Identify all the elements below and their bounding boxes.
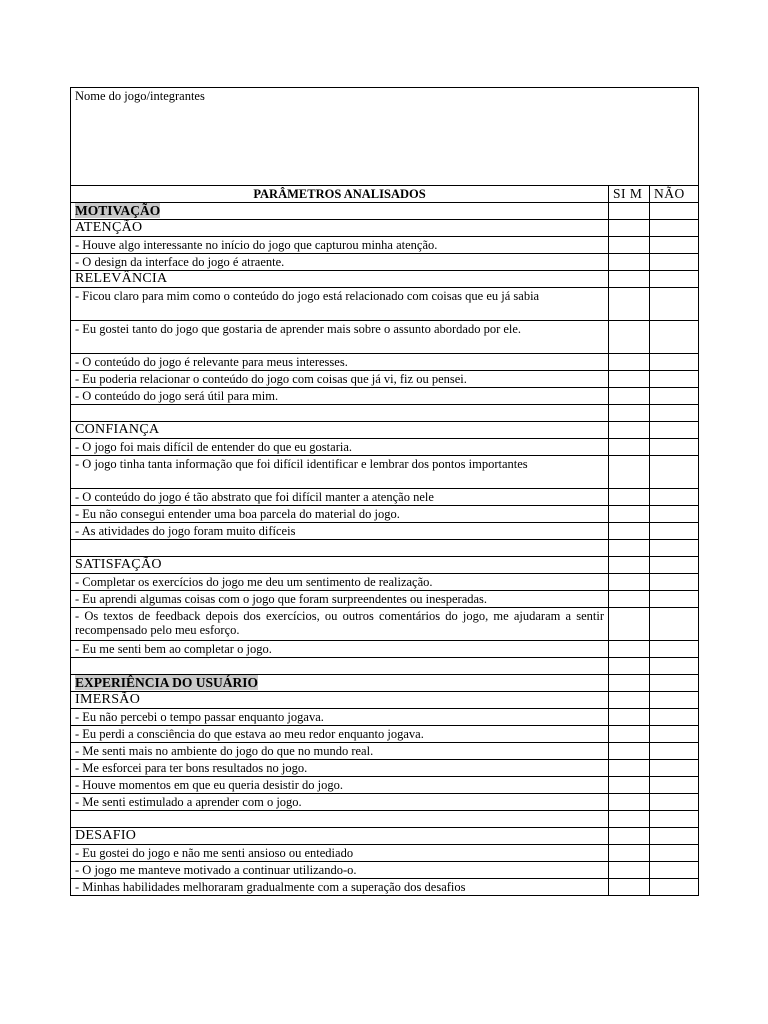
question-text: - Minhas habilidades melhoraram gradualmente com a superação dos desafios: [71, 879, 609, 896]
no-checkbox-cell: [650, 203, 699, 220]
empty-cell: [71, 658, 609, 675]
no-checkbox-cell[interactable]: [650, 354, 699, 371]
section-row: [71, 203, 699, 220]
question-text: - O conteúdo do jogo será útil para mim.: [71, 388, 609, 405]
question-row: [71, 777, 699, 794]
yes-checkbox-cell[interactable]: [609, 760, 650, 777]
section-title-cell: [71, 675, 609, 692]
game-name-row: [71, 88, 699, 186]
question-row: [71, 388, 699, 405]
no-checkbox-cell[interactable]: [650, 254, 699, 271]
question-row: [71, 641, 699, 658]
yes-checkbox-cell[interactable]: [609, 506, 650, 523]
no-header: NÃO: [650, 186, 699, 203]
game-name-cell[interactable]: [71, 88, 699, 186]
yes-checkbox-cell[interactable]: [609, 321, 650, 354]
no-checkbox-cell[interactable]: [650, 794, 699, 811]
question-row: [71, 794, 699, 811]
no-checkbox-cell[interactable]: [650, 456, 699, 489]
yes-checkbox-cell: [609, 220, 650, 237]
subsection-title: IMERSÃO: [71, 692, 609, 709]
yes-checkbox-cell: [609, 811, 650, 828]
yes-checkbox-cell[interactable]: [609, 794, 650, 811]
form-body: [71, 88, 699, 896]
game-name-label: Nome do jogo/integrantes: [75, 89, 205, 103]
question-text: - Eu não percebi o tempo passar enquanto jogava.: [71, 709, 609, 726]
question-row: [71, 760, 699, 777]
no-checkbox-cell[interactable]: [650, 845, 699, 862]
question-text: - Eu poderia relacionar o conteúdo do jogo com coisas que já vi, fiz ou pensei.: [71, 371, 609, 388]
no-checkbox-cell[interactable]: [650, 777, 699, 794]
empty-cell: [71, 811, 609, 828]
no-checkbox-cell: [650, 675, 699, 692]
no-checkbox-cell: [650, 405, 699, 422]
yes-checkbox-cell[interactable]: [609, 845, 650, 862]
no-checkbox-cell[interactable]: [650, 591, 699, 608]
yes-checkbox-cell: [609, 658, 650, 675]
no-checkbox-cell: [650, 220, 699, 237]
yes-checkbox-cell: [609, 692, 650, 709]
yes-checkbox-cell[interactable]: [609, 237, 650, 254]
yes-checkbox-cell[interactable]: [609, 456, 650, 489]
question-row: [71, 743, 699, 760]
question-text: - Eu gostei tanto do jogo que gostaria de aprender mais sobre o assunto abordado por ele.: [71, 321, 609, 354]
no-checkbox-cell[interactable]: [650, 388, 699, 405]
yes-checkbox-cell: [609, 405, 650, 422]
yes-checkbox-cell[interactable]: [609, 439, 650, 456]
yes-checkbox-cell[interactable]: [609, 354, 650, 371]
yes-checkbox-cell[interactable]: [609, 254, 650, 271]
yes-checkbox-cell[interactable]: [609, 608, 650, 641]
no-checkbox-cell[interactable]: [650, 574, 699, 591]
no-checkbox-cell[interactable]: [650, 489, 699, 506]
no-checkbox-cell[interactable]: [650, 321, 699, 354]
empty-cell: [71, 540, 609, 557]
question-row: [71, 254, 699, 271]
yes-checkbox-cell[interactable]: [609, 726, 650, 743]
empty-row: [71, 405, 699, 422]
question-row: [71, 371, 699, 388]
question-text: - Eu me senti bem ao completar o jogo.: [71, 641, 609, 658]
question-text: - Houve algo interessante no início do jogo que capturou minha atenção.: [71, 237, 609, 254]
yes-checkbox-cell: [609, 828, 650, 845]
subsection-row: [71, 220, 699, 237]
question-row: [71, 709, 699, 726]
section-row: [71, 675, 699, 692]
no-checkbox-cell: [650, 540, 699, 557]
yes-checkbox-cell[interactable]: [609, 862, 650, 879]
no-checkbox-cell[interactable]: [650, 862, 699, 879]
question-row: [71, 862, 699, 879]
no-checkbox-cell[interactable]: [650, 760, 699, 777]
question-text: - Eu não consegui entender uma boa parcela do material do jogo.: [71, 506, 609, 523]
question-row: [71, 506, 699, 523]
yes-checkbox-cell[interactable]: [609, 641, 650, 658]
evaluation-form-table: [70, 87, 699, 896]
no-checkbox-cell[interactable]: [650, 506, 699, 523]
question-row: [71, 288, 699, 321]
no-checkbox-cell[interactable]: [650, 743, 699, 760]
question-row: [71, 879, 699, 896]
no-checkbox-cell: [650, 658, 699, 675]
subsection-title: SATISFAÇÃO: [71, 557, 609, 574]
no-checkbox-cell[interactable]: [650, 523, 699, 540]
yes-checkbox-cell: [609, 422, 650, 439]
no-checkbox-cell[interactable]: [650, 879, 699, 896]
question-text: - Ficou claro para mim como o conteúdo do jogo está relacionado com coisas que eu já sabia: [71, 288, 609, 321]
yes-checkbox-cell: [609, 271, 650, 288]
question-text: - Os textos de feedback depois dos exercícios, ou outros comentários do jogo, me ajudaram a sentir recompensado pelo meu esforço.: [71, 608, 609, 641]
question-row: [71, 608, 699, 641]
question-text: - Completar os exercícios do jogo me deu um sentimento de realização.: [71, 574, 609, 591]
question-text: - Me esforcei para ter bons resultados no jogo.: [71, 760, 609, 777]
question-text: - Me senti mais no ambiente do jogo do que no mundo real.: [71, 743, 609, 760]
yes-checkbox-cell[interactable]: [609, 777, 650, 794]
subsection-title: CONFIANÇA: [71, 422, 609, 439]
yes-checkbox-cell[interactable]: [609, 288, 650, 321]
no-checkbox-cell[interactable]: [650, 371, 699, 388]
question-text: - O jogo tinha tanta informação que foi difícil identificar e lembrar dos pontos importantes: [71, 456, 609, 489]
yes-checkbox-cell[interactable]: [609, 574, 650, 591]
section-title: EXPERIÊNCIA DO USUÁRIO: [75, 675, 259, 690]
no-checkbox-cell: [650, 692, 699, 709]
section-title: MOTIVAÇÃO: [75, 203, 161, 218]
yes-header: SI M: [609, 186, 650, 203]
yes-checkbox-cell: [609, 557, 650, 574]
parameters-header: PARÂMETROS ANALISADOS: [71, 186, 609, 203]
no-checkbox-cell: [650, 271, 699, 288]
header-row: [71, 186, 699, 203]
no-checkbox-cell[interactable]: [650, 726, 699, 743]
question-row: [71, 321, 699, 354]
question-text: - O jogo me manteve motivado a continuar utilizando-o.: [71, 862, 609, 879]
question-text: - O jogo foi mais difícil de entender do que eu gostaria.: [71, 439, 609, 456]
subsection-row: [71, 692, 699, 709]
question-row: [71, 354, 699, 371]
no-checkbox-cell[interactable]: [650, 641, 699, 658]
yes-checkbox-cell[interactable]: [609, 591, 650, 608]
question-text: - O conteúdo do jogo é relevante para meus interesses.: [71, 354, 609, 371]
question-text: - Me senti estimulado a aprender com o jogo.: [71, 794, 609, 811]
subsection-row: [71, 271, 699, 288]
yes-checkbox-cell: [609, 675, 650, 692]
no-checkbox-cell[interactable]: [650, 237, 699, 254]
subsection-title: DESAFIO: [71, 828, 609, 845]
question-row: [71, 456, 699, 489]
yes-checkbox-cell: [609, 540, 650, 557]
question-row: [71, 439, 699, 456]
yes-checkbox-cell[interactable]: [609, 489, 650, 506]
subsection-row: [71, 828, 699, 845]
question-row: [71, 574, 699, 591]
yes-checkbox-cell[interactable]: [609, 388, 650, 405]
question-text: - O design da interface do jogo é atraente.: [71, 254, 609, 271]
no-checkbox-cell[interactable]: [650, 288, 699, 321]
question-row: [71, 523, 699, 540]
yes-checkbox-cell[interactable]: [609, 371, 650, 388]
no-checkbox-cell[interactable]: [650, 608, 699, 641]
question-row: [71, 489, 699, 506]
yes-checkbox-cell[interactable]: [609, 709, 650, 726]
question-text: - Eu perdi a consciência do que estava ao meu redor enquanto jogava.: [71, 726, 609, 743]
subsection-row: [71, 422, 699, 439]
no-checkbox-cell: [650, 557, 699, 574]
empty-cell: [71, 405, 609, 422]
no-checkbox-cell: [650, 828, 699, 845]
no-checkbox-cell[interactable]: [650, 439, 699, 456]
question-row: [71, 726, 699, 743]
question-row: [71, 845, 699, 862]
question-text: - Houve momentos em que eu queria desistir do jogo.: [71, 777, 609, 794]
yes-checkbox-cell: [609, 203, 650, 220]
subsection-title: RELEVÂNCIA: [71, 271, 609, 288]
empty-row: [71, 658, 699, 675]
yes-checkbox-cell[interactable]: [609, 743, 650, 760]
subsection-row: [71, 557, 699, 574]
section-title-cell: [71, 203, 609, 220]
question-text: - Eu gostei do jogo e não me senti ansioso ou entediado: [71, 845, 609, 862]
empty-row: [71, 811, 699, 828]
no-checkbox-cell: [650, 422, 699, 439]
empty-row: [71, 540, 699, 557]
question-text: - O conteúdo do jogo é tão abstrato que foi difícil manter a atenção nele: [71, 489, 609, 506]
yes-checkbox-cell[interactable]: [609, 879, 650, 896]
question-text: - Eu aprendi algumas coisas com o jogo que foram surpreendentes ou inesperadas.: [71, 591, 609, 608]
question-row: [71, 591, 699, 608]
subsection-title: ATENÇÃO: [71, 220, 609, 237]
no-checkbox-cell[interactable]: [650, 709, 699, 726]
no-checkbox-cell: [650, 811, 699, 828]
question-text: - As atividades do jogo foram muito difíceis: [71, 523, 609, 540]
yes-checkbox-cell[interactable]: [609, 523, 650, 540]
question-row: [71, 237, 699, 254]
